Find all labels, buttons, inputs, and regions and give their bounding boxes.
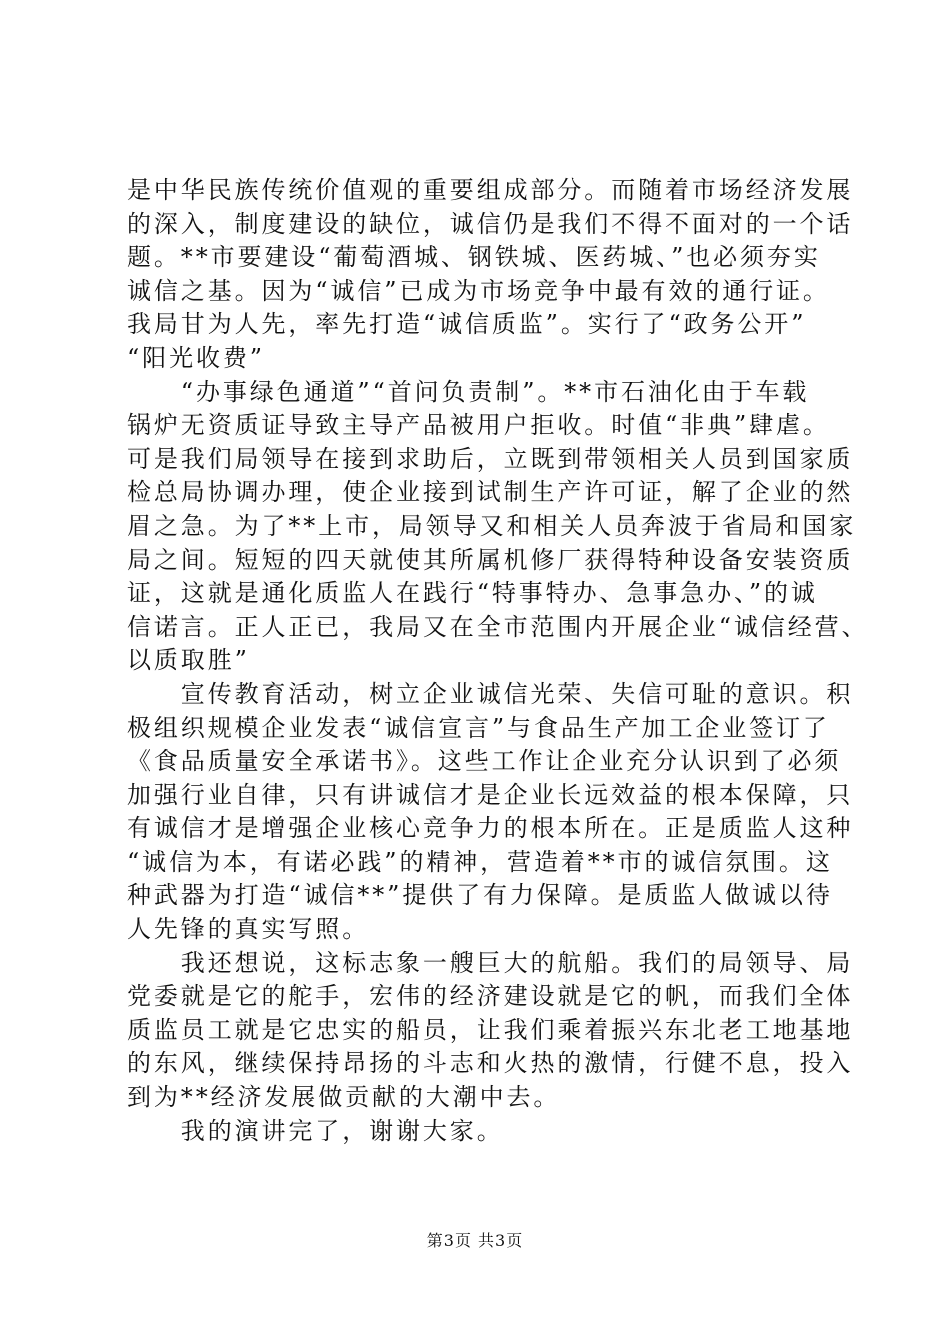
text-line: 的深入，制度建设的缺位，诚信仍是我们不得不面对的一个话 — [127, 209, 854, 238]
text-line: 可是我们局领导在接到求助后，立既到带领相关人员到国家质 — [127, 444, 854, 473]
text-line: 的东风，继续保持昂扬的斗志和火热的激情，行健不息，投入 — [127, 1049, 854, 1078]
text-line: 检总局协调办理，使企业接到试制生产许可证，解了企业的然 — [127, 478, 854, 507]
text-line: 加强行业自律，只有讲诚信才是企业长远效益的根本保障，只 — [127, 780, 854, 809]
text-line: 有诚信才是增强企业核心竞争力的根本所在。正是质监人这种 — [127, 814, 854, 843]
text-line: 锅炉无资质证导致主导产品被用户拒收。时值“非典”肆虐。 — [127, 411, 830, 440]
text-line: 证，这就是通化质监人在践行“特事特办、急事急办、”的诚 — [127, 579, 818, 608]
text-line: 题。**市要建设“葡萄酒城、钢铁城、医药城、”也必须夯实 — [127, 243, 821, 272]
text-line: 人先锋的真实写照。 — [127, 915, 370, 944]
text-line: “办事绿色通道”“首问负责制”。**市石油化由于车载 — [127, 377, 810, 406]
text-line: “诚信为本，有诺必践”的精神，营造着**市的诚信氛围。这 — [127, 847, 833, 876]
text-line: 我还想说，这标志象一艘巨大的航船。我们的局领导、局 — [127, 948, 854, 977]
text-line: 是中华民族传统价值观的重要组成部分。而随着市场经济发展 — [127, 176, 854, 204]
text-line: 党委就是它的舵手，宏伟的经济建设就是它的帆，而我们全体 — [127, 982, 854, 1011]
text-line: “阳光收费” — [127, 343, 265, 372]
text-line: 以质取胜” — [127, 646, 250, 675]
text-line: 质监员工就是它忠实的船员，让我们乘着振兴东北老工地基地 — [127, 1015, 854, 1044]
text-line: 《食品质量安全承诺书》。这些工作让企业充分认识到了必须 — [127, 747, 842, 776]
text-line: 我的演讲完了，谢谢大家。 — [127, 1116, 504, 1145]
text-line: 我局甘为人先，率先打造“诚信质监”。实行了“政务公开” — [127, 310, 807, 339]
text-line: 种武器为打造“诚信**”提供了有力保障。是质监人做诚以待 — [127, 881, 833, 910]
text-line: 到为**经济发展做贡献的大潮中去。 — [127, 1083, 561, 1112]
text-line: 眉之急。为了**上市，局领导又和相关人员奔波于省局和国家 — [127, 511, 857, 540]
text-line: 极组织规模企业发表“诚信宣言”与食品生产加工企业签订了 — [127, 713, 830, 742]
text-line: 局之间。短短的四天就使其所属机修厂获得特种设备安装资质 — [127, 545, 854, 574]
text-line: 信诺言。正人正已，我局又在全市范围内开展企业“诚信经营、 — [127, 612, 869, 641]
text-line: 诚信之基。因为“诚信”已成为市场竞争中最有效的通行证。 — [127, 276, 830, 305]
body-text — [127, 174, 869, 1148]
page-number-footer: 第3页 共3页 — [426, 1231, 524, 1250]
text-line: 宣传教育活动，树立企业诚信光荣、失信可耻的意识。积 — [127, 679, 854, 708]
